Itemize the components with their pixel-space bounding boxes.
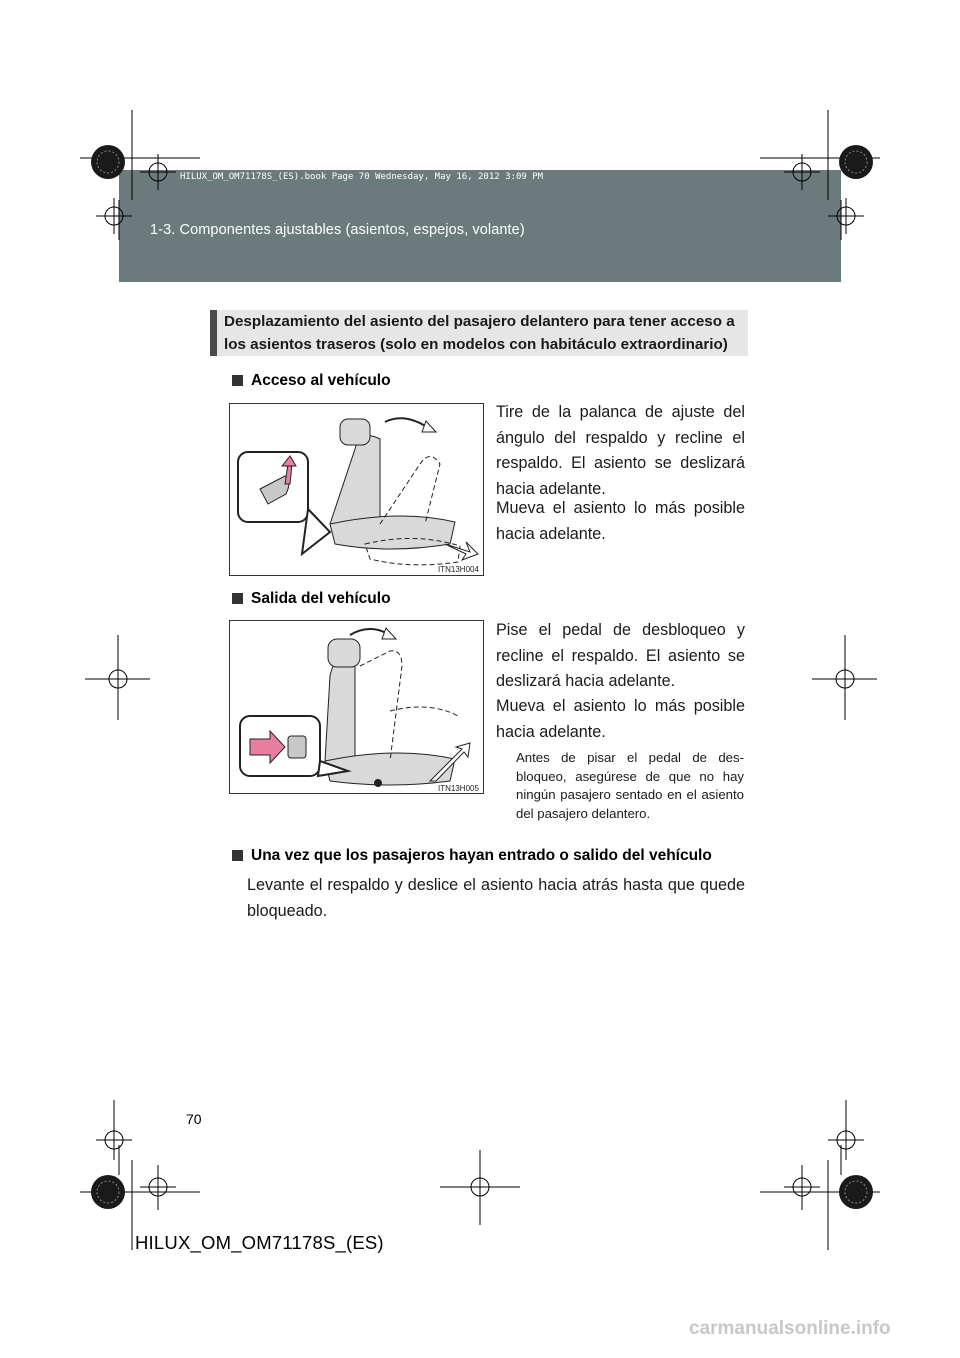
seat-release-pedal-illustration	[230, 621, 483, 793]
bullet-square-icon	[232, 375, 243, 386]
page-number: 70	[186, 1111, 202, 1127]
section-title: Desplazamiento del asiento del pasajero delantero para tener acceso a los asientos traseros (solo en modelos con habitáculo extraordinario)	[224, 313, 735, 353]
figure-code: ITN13H004	[438, 565, 479, 574]
after-paragraph: Levante el respaldo y deslice el asiento hacia atrás hasta que quede bloqueado.	[247, 876, 745, 920]
seat-recline-lever-illustration	[230, 404, 483, 575]
entry-heading: Acceso al vehículo	[232, 372, 391, 390]
document-id: HILUX_OM_OM71178S_(ES)	[135, 1232, 384, 1253]
exit-note: Antes de pisar el pedal de des-bloqueo, asegúrese de que no hay ningún pasajero sentado en el asiento del pasajero delantero.	[516, 750, 744, 821]
after-heading: Una vez que los pasajeros hayan entrado o salido del vehículo	[232, 847, 712, 865]
exit-paragraph-2: Mueva el asiento lo más posible hacia adelante.	[496, 697, 745, 741]
bullet-square-icon	[232, 593, 243, 604]
bullet-square-icon	[232, 850, 243, 861]
exit-paragraph-1: Pise el pedal de desbloqueo y recline el respaldo. El asiento se deslizará hacia adelante.	[496, 621, 745, 690]
watermark: carmanualsonline.info	[689, 1318, 891, 1339]
entry-paragraph-2: Mueva el asiento lo más posible hacia adelante.	[496, 499, 745, 543]
entry-paragraph-1: Tire de la palanca de ajuste del ángulo del respaldo y recline el respaldo. El asiento se deslizará hacia adelante.	[496, 403, 745, 498]
print-info: HILUX_OM_OM71178S_(ES).book Page 70 Wednesday, May 16, 2012 3:09 PM	[180, 172, 544, 182]
chapter-title: 1-3. Componentes ajustables (asientos, espejos, volante)	[150, 222, 525, 238]
figure-code: ITN13H005	[438, 784, 479, 793]
figure-exit	[229, 620, 484, 794]
exit-heading: Salida del vehículo	[232, 590, 391, 608]
figure-entry	[229, 403, 484, 576]
